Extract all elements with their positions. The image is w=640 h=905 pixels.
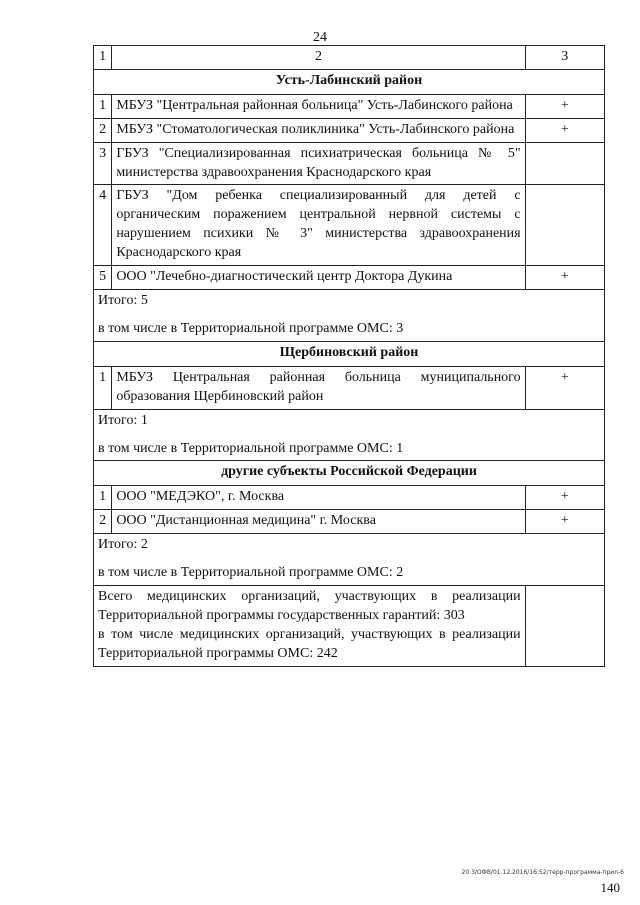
organization-name: МБУЗ "Центральная районная больница" Усть-Лабинского района	[112, 94, 525, 118]
oms-participation-mark: +	[525, 510, 604, 534]
footer-page-number: 140	[600, 880, 620, 895]
row-number: 1	[94, 366, 112, 409]
oms-participation-mark: +	[525, 486, 604, 510]
header-col-2: 2	[112, 46, 525, 70]
organization-name: ООО "МЕДЭКО", г. Москва	[112, 486, 525, 510]
row-number: 2	[94, 118, 112, 142]
section-title: Щербиновский район	[94, 341, 605, 366]
section-oms-total: в том числе в Территориальной программе ОМС: 1	[98, 440, 404, 456]
section-total: Итого: 1	[98, 412, 148, 428]
oms-participation-mark	[525, 142, 604, 185]
row-number: 1	[94, 486, 112, 510]
grand-total-row	[94, 586, 605, 667]
oms-participation-mark: +	[525, 118, 604, 142]
table-row	[94, 510, 605, 534]
section-summary	[94, 289, 605, 341]
oms-participation-mark: +	[525, 266, 604, 290]
organization-name: ООО "Дистанционная медицина" г. Москва	[112, 510, 525, 534]
row-number: 2	[94, 510, 112, 534]
oms-participation-mark: +	[525, 366, 604, 409]
footer-document-code: 20 3/ОФВ/01.12.2016/16:52/терр-программа-прил-6	[461, 869, 624, 876]
table-header-row	[94, 46, 605, 70]
section-total: Итого: 5	[98, 292, 148, 308]
organization-name: МБУЗ "Стоматологическая поликлиника" Усть-Лабинского района	[112, 118, 525, 142]
section-summary	[94, 409, 605, 461]
section-total: Итого: 2	[98, 537, 148, 553]
organization-name: ГБУЗ "Дом ребенка специализированный для детей с органическим поражением центральной нервной системы с нарушением психики № 3" министерства здравоохранения Краснодарского края	[112, 185, 525, 266]
organization-name: ГБУЗ "Специализированная психиатрическая больница № 5" министерства здравоохранения Краснодарского края	[112, 142, 525, 185]
row-number: 1	[94, 94, 112, 118]
table-row	[94, 366, 605, 409]
row-number: 4	[94, 185, 112, 266]
section-title: другие субъекты Российской Федерации	[94, 461, 605, 486]
section-summary-row	[94, 409, 605, 461]
table-row	[94, 94, 605, 118]
row-number: 5	[94, 266, 112, 290]
section-header-row	[94, 461, 605, 486]
table-row	[94, 486, 605, 510]
header-col-1: 1	[94, 46, 112, 70]
organizations-table	[93, 45, 605, 667]
table-row	[94, 118, 605, 142]
grand-total	[94, 586, 526, 667]
section-oms-total: в том числе в Территориальной программе ОМС: 2	[98, 565, 404, 581]
oms-participation-mark	[525, 185, 604, 266]
section-summary-row	[94, 534, 605, 586]
section-summary	[94, 534, 605, 586]
organization-name: МБУЗ Центральная районная больница муниципального образования Щербиновский район	[112, 366, 525, 409]
section-title: Усть-Лабинский район	[94, 69, 605, 94]
page-number: 24	[313, 30, 327, 45]
oms-participation-mark: +	[525, 94, 604, 118]
grand-total-line-1: Всего медицинских организаций, участвующих в реализации Территориальной программы государственных гарантий: 303	[98, 589, 521, 624]
section-header-row	[94, 69, 605, 94]
organization-name: ООО "Лечебно-диагностический центр Доктора Дукина	[112, 266, 525, 290]
table-row	[94, 185, 605, 266]
section-header-row	[94, 341, 605, 366]
row-number: 3	[94, 142, 112, 185]
header-col-3: 3	[525, 46, 604, 70]
section-oms-total: в том числе в Территориальной программе ОМС: 3	[98, 320, 404, 336]
grand-total-empty-cell	[525, 586, 604, 667]
section-summary-row	[94, 289, 605, 341]
grand-total-line-2: в том числе медицинских организаций, участвующих в реализации Территориальной программы ОМС: 242	[98, 626, 521, 661]
table-row	[94, 142, 605, 185]
table-row	[94, 266, 605, 290]
